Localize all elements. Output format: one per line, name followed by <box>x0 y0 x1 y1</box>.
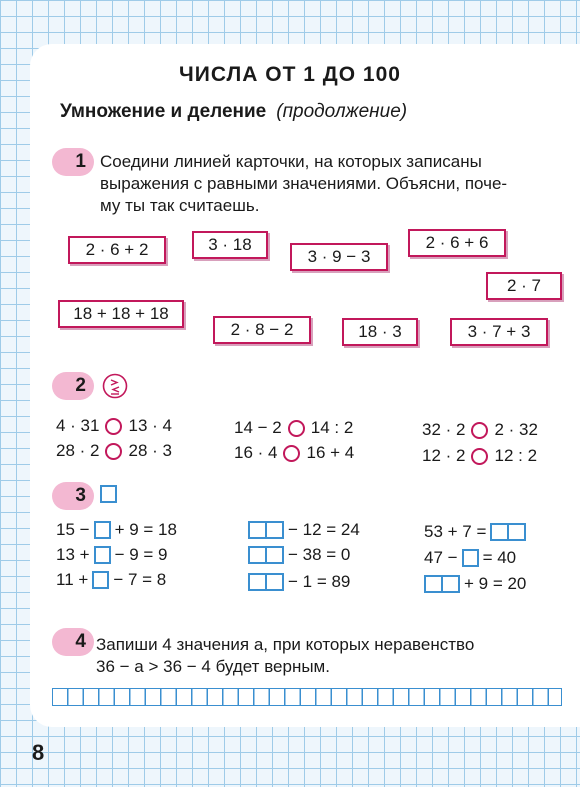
expression-card[interactable]: 18 + 18 + 18 <box>58 300 184 328</box>
compare-expression: 16 · 4 16 + 4 <box>234 443 355 462</box>
task-1-badge: 1 <box>52 148 94 176</box>
answer-box-double[interactable] <box>248 573 284 591</box>
answer-box[interactable] <box>462 549 479 567</box>
expression-card[interactable]: 2 · 8 − 2 <box>213 316 311 344</box>
equation: − 12 = 24 <box>244 520 360 540</box>
compare-circle[interactable] <box>283 445 300 462</box>
answer-box[interactable] <box>94 546 111 564</box>
task-1-line: Соедини линией карточки, на которых записаны <box>100 152 482 171</box>
expression-card[interactable]: 2 · 6 + 2 <box>68 236 166 264</box>
task-4-line: 36 − a > 36 − 4 будет верным. <box>96 657 330 676</box>
equation: 47 − = 40 <box>424 548 517 567</box>
task-1-text <box>100 151 570 217</box>
compare-circle[interactable] <box>105 418 122 435</box>
compare-expression: 4 · 31 13 · 4 <box>56 416 172 435</box>
equation: − 38 = 0 <box>244 545 350 565</box>
equation: 11 + − 7 = 8 <box>56 570 167 589</box>
answer-box-double[interactable] <box>248 521 284 539</box>
expression-card[interactable]: 3 · 9 − 3 <box>290 243 388 271</box>
answer-box[interactable] <box>92 571 109 589</box>
page-number: 8 <box>32 740 45 765</box>
page-title: ЧИСЛА ОТ 1 ДО 100 <box>179 63 401 86</box>
task-4-badge: 4 <box>52 628 94 656</box>
equation: + 9 = 20 <box>420 574 526 594</box>
equation: − 1 = 89 <box>244 572 350 592</box>
task-1-line: му ты так считаешь. <box>100 196 260 215</box>
task-3-badge: 3 <box>52 482 94 510</box>
expression-card[interactable]: 2 · 6 + 6 <box>408 229 506 257</box>
expression-card[interactable]: 2 · 7 <box>486 272 562 300</box>
equation: 15 − + 9 = 18 <box>56 520 177 539</box>
task-2-badge: 2 <box>52 372 94 400</box>
answer-box-double[interactable] <box>490 523 526 541</box>
compare-expression: 32 · 2 2 · 32 <box>422 420 538 439</box>
compare-circle[interactable] <box>105 443 122 460</box>
compare-expression: 12 · 2 12 : 2 <box>422 446 538 465</box>
expression-card[interactable]: 3 · 18 <box>192 231 268 259</box>
expression-card[interactable]: 3 · 7 + 3 <box>450 318 548 346</box>
compare-expression: 28 · 2 28 · 3 <box>56 441 172 460</box>
compare-circle[interactable] <box>288 420 305 437</box>
task-1-line: выражения с равными значениями. Объясни, поче- <box>100 174 508 193</box>
compare-expression: 14 − 2 14 : 2 <box>234 418 354 437</box>
equation: 13 + − 9 = 9 <box>56 545 168 564</box>
section-subtitle <box>60 101 407 123</box>
answer-box-double[interactable] <box>424 575 460 593</box>
answer-cells-row[interactable] <box>52 688 562 706</box>
equation: 53 + 7 = <box>424 522 530 542</box>
task-4-text <box>96 634 566 678</box>
compare-signs-icon <box>102 373 128 399</box>
answer-box[interactable] <box>94 521 111 539</box>
answer-box-double[interactable] <box>248 546 284 564</box>
compare-circle[interactable] <box>471 448 488 465</box>
task-4-line: Запиши 4 значения a, при которых неравенство <box>96 635 475 654</box>
empty-box-icon <box>100 485 117 503</box>
expression-card[interactable]: 18 · 3 <box>342 318 418 346</box>
subtitle-note: (продолжение) <box>276 101 408 122</box>
subtitle-main: Умножение и деление <box>60 101 267 122</box>
compare-circle[interactable] <box>471 422 488 439</box>
